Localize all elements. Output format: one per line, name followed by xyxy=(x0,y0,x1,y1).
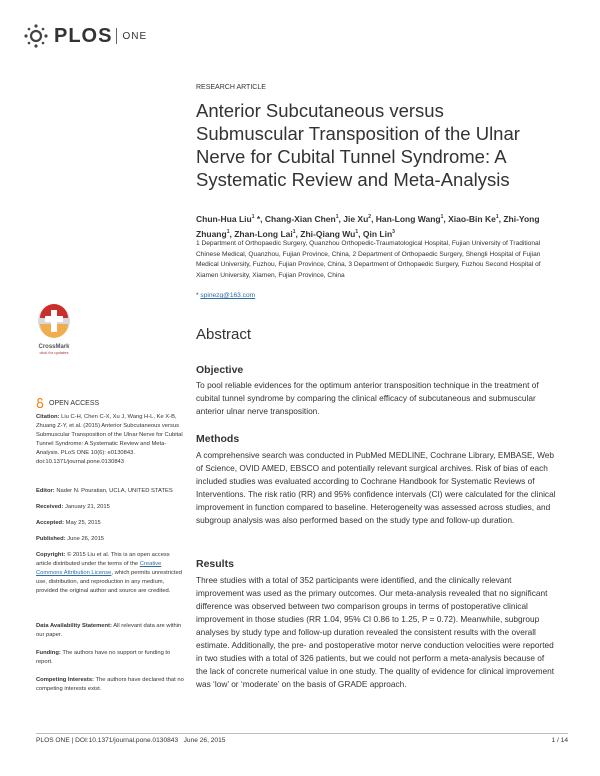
footer-citation: PLOS ONE | DOI:10.1371/journal.pone.0130843 June 26, 2015 xyxy=(36,737,226,744)
received-date: January 21, 2015 xyxy=(65,504,110,510)
logo-divider xyxy=(116,28,117,44)
data-availability xyxy=(36,622,186,640)
competing-interests xyxy=(36,676,186,694)
license-link[interactable]: Creative Commons Attribution License xyxy=(36,561,162,576)
funding xyxy=(36,649,186,667)
crossmark-icon xyxy=(37,304,71,338)
funding-label: Funding: xyxy=(36,650,61,656)
abstract-heading: Abstract xyxy=(196,326,252,343)
plos-one-logo[interactable] xyxy=(22,23,147,49)
page-footer xyxy=(36,737,568,744)
page-number: 1 / 14 xyxy=(551,737,568,744)
email-link[interactable]: spinezg@163.com xyxy=(200,292,256,299)
competing-interests-label: Competing Interests: xyxy=(36,677,94,683)
funding-text: The authors have no support or funding to report. xyxy=(36,650,171,665)
competing-interests-text: The authors have declared that no competing interests exist. xyxy=(36,677,184,692)
editor-label: Editor: xyxy=(36,488,55,494)
corresponding-email xyxy=(196,292,255,299)
plos-dots-icon xyxy=(22,23,50,49)
methods-text: A comprehensive search was conducted in PubMed MEDLINE, Cochrane Library, EMBASE, Web of Science, OVID AMED, EBSCO and potentially relevant surgical archives. Risk of bias of each included studies was evaluated according to Cochrane Handbook for Systematic Reviews of Interventions. The risk ratio (RR) and 95% confidence intervals (CI) were calculated for the clinical improvement in function compared to baseline. Heterogeneity was assessed across studies, and subgroup analysis was also performed based on the study type and follow-up duration. xyxy=(196,450,556,525)
published xyxy=(36,535,186,544)
article-title: Anterior Subcutaneous versus Submuscular Transposition of the Ulnar Nerve for Cubital Tunnel Syndrome: A Systematic Review and Meta-Analysis xyxy=(196,100,520,190)
citation-text: Liu C-H, Chen C-X, Xu J, Wang H-L, Ke X-B, Zhuang Z-Y, et al. (2015) Anterior Subcutaneous versus Submuscular Transposition of the Ulnar Nerve for Cubital Tunnel Syndrome: A Systematic Review and Meta-Analysis. PLoS ONE 10(6): e0130843. doi:10.1371/journal.pone.0130843 xyxy=(36,414,183,465)
citation-label: Citation: xyxy=(36,414,60,420)
methods-heading: Methods xyxy=(196,433,240,445)
received xyxy=(36,503,186,512)
crossmark-label: CrossMark xyxy=(38,344,70,350)
footer-divider xyxy=(36,733,568,734)
citation xyxy=(36,413,186,467)
editor xyxy=(36,487,186,496)
received-label: Received: xyxy=(36,504,64,510)
open-access-badge xyxy=(36,398,99,408)
open-lock-icon xyxy=(36,398,44,408)
crossmark-badge[interactable] xyxy=(37,304,71,355)
objective-text: To pool reliable evidences for the optimum anterior transposition technique in the treatment of cubital tunnel syndrome by comparing the clinical efficacy of subcutaneous and submuscular anterior ulnar nerve transposition. xyxy=(196,380,539,416)
logo-plos-text: PLOS xyxy=(54,24,113,47)
accepted-label: Accepted: xyxy=(36,520,65,526)
objective-heading: Objective xyxy=(196,364,244,376)
logo-one-text: ONE xyxy=(122,30,148,42)
accepted-date: May 25, 2015 xyxy=(65,520,101,526)
data-availability-text: All relevant data are within our paper. xyxy=(36,623,182,638)
open-access-label: OPEN ACCESS xyxy=(49,399,100,407)
results-heading: Results xyxy=(196,558,234,570)
crossmark-sublabel: click for updates xyxy=(39,350,69,355)
data-availability-label: Data Availability Statement: xyxy=(36,623,112,629)
copyright-label: Copyright: xyxy=(36,552,66,558)
copyright xyxy=(36,551,186,596)
published-label: Published: xyxy=(36,536,66,542)
editor-text: Nader N. Pouratian, UCLA, UNITED STATES xyxy=(56,488,173,494)
accepted xyxy=(36,519,186,528)
results-text: Three studies with a total of 352 participants were identified, and the clinically relevant improvement was used as the primary outcomes. Our meta-analysis revealed that no significant difference was observed between two comparison groups in terms of postoperative clinical improvement in those studies (RR 1.04, 95% CI 0.86 to 1.25, P = 0.72). Meanwhile, subgroup analyses by study type and follow-up duration revealed the consistent results with the overall estimate. Additionally, the pre- and postoperative motor nerve conduction velocities were reported in two studies with a total of 326 patients, but we could not perform a meta-analysis because of the lack of concrete numerical value in one study. The quality of evidence for clinical improvement was ‘low’ or ‘moderate’ on the basis of GRADE approach. xyxy=(196,575,555,689)
email-asterisk: * xyxy=(196,292,199,299)
article-type: RESEARCH ARTICLE xyxy=(196,84,266,91)
affiliations: 1 Department of Orthopaedic Surgery, Quanzhou Orthopedic-Traumatological Hospital, Fujian University of Traditional Chinese Medical, Quanzhou, Fujian Province, China, 2 Department of Orthopaedic Surgery, Shengli Hospital of Fujian Medical University, Fuzhou, Fujian Province, China, 3 Department of Orthopaedic Surgery, Fuzhou Second Hospital of Xiamen University, Xiamen, Fujian Province, China xyxy=(196,240,541,279)
copyright-text-1: © 2015 Liu et al. This is an open access article distributed under the terms of the xyxy=(36,552,170,567)
copyright-text-2: , which permits unrestricted use, distribution, and reproduction in any medium, provided the original author and source are credited. xyxy=(36,570,182,594)
author-list: Chun-Hua Liu$^1$ *, Chang-Xian Chen$^1$, Jie Xu$^2$, Han-Long Wang$^1$, Xiao-Bin Ke$^1$, Zhi-Yong Zhuang$^1$, Zhan-Long Lai$^1$, Zhi-Qiang Wu$^1$, Qin Lin$^3$ xyxy=(196,213,540,239)
published-date: June 26, 2015 xyxy=(67,536,105,542)
